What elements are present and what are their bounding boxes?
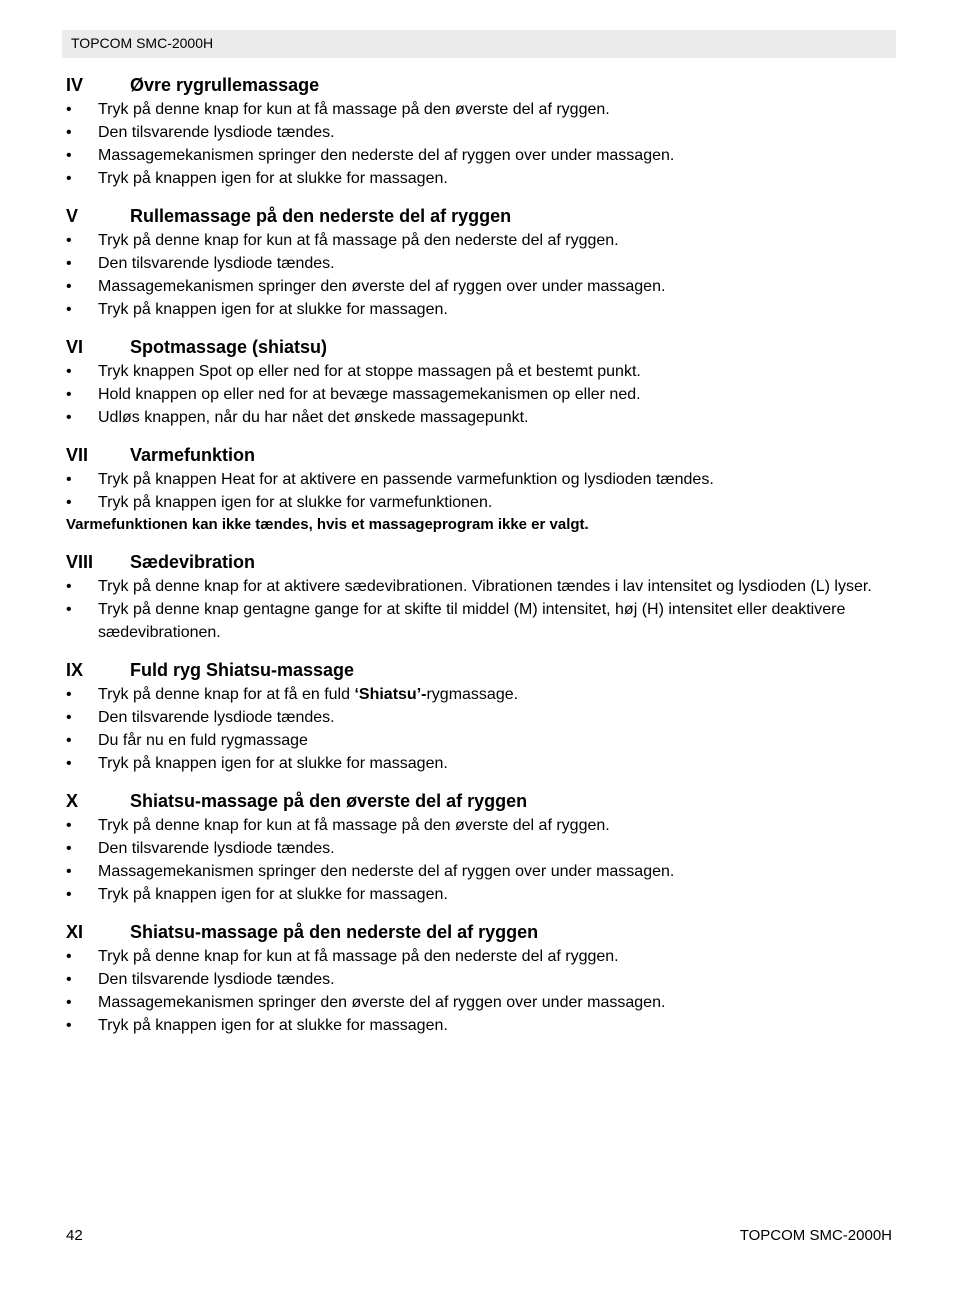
bullet-icon: • <box>66 709 72 726</box>
list-item <box>66 683 896 706</box>
list-item-text: Den tilsvarende lysdiode tændes. <box>98 840 335 857</box>
header-title: TOPCOM SMC-2000H <box>71 35 214 51</box>
list-item-text: Hold knappen op eller ned for at bevæge massagemekanismen op eller ned. <box>98 386 641 403</box>
bullet-icon: • <box>66 147 72 164</box>
list-item-text: Tryk knappen Spot op eller ned for at stoppe massagen på et bestemt punkt. <box>98 363 641 380</box>
list-item <box>66 814 896 837</box>
bullet-list <box>66 945 896 1037</box>
list-item-text: Massagemekanismen springer den øverste del af ryggen over under massagen. <box>98 994 666 1011</box>
list-item-text: Den tilsvarende lysdiode tændes. <box>98 709 335 726</box>
list-item <box>66 860 896 883</box>
section-x <box>66 790 896 906</box>
section-v <box>66 205 896 321</box>
section-title: Shiatsu-massage på den øverste del af ryggen <box>130 791 528 811</box>
section-heading <box>66 336 896 358</box>
list-item <box>66 883 896 906</box>
list-item <box>66 121 896 144</box>
section-xi <box>66 921 896 1037</box>
bullet-list <box>66 814 896 906</box>
section-number: VII <box>66 445 89 465</box>
bullet-list <box>66 360 896 429</box>
list-item-text: Tryk på denne knap for kun at få massage på den nederste del af ryggen. <box>98 948 619 965</box>
list-item-text: Tryk på denne knap gentagne gange for at skifte til middel (M) intensitet, høj (H) intensitet eller deaktivere sædevibrationen. <box>98 601 846 641</box>
list-item <box>66 491 896 514</box>
list-item-text: Tryk på knappen Heat for at aktivere en passende varmefunktion og lysdioden tændes. <box>98 471 714 488</box>
list-item <box>66 598 896 644</box>
list-item <box>66 837 896 860</box>
section-number: X <box>66 791 79 811</box>
section-title: Øvre rygrullemassage <box>130 75 320 95</box>
list-item <box>66 406 896 429</box>
list-item <box>66 144 896 167</box>
list-item-text: Tryk på denne knap for at få en fuld ‘Shiatsu’-rygmassage. <box>98 686 519 703</box>
bullet-list <box>66 575 896 644</box>
bullet-list <box>66 468 896 514</box>
bullet-list <box>66 98 896 190</box>
section-vii <box>66 444 896 536</box>
section-title: Spotmassage (shiatsu) <box>130 337 328 357</box>
list-item-text: Tryk på denne knap for at aktivere sædevibrationen. Vibrationen tændes i lav intensitet og lysdioden (L) lyser. <box>98 578 872 595</box>
section-heading <box>66 659 896 681</box>
section-viii <box>66 551 896 644</box>
list-item <box>66 167 896 190</box>
section-number: XI <box>66 922 84 942</box>
list-item-text: Tryk på knappen igen for at slukke for massagen. <box>98 170 448 187</box>
list-item-text: Tryk på denne knap for kun at få massage på den øverste del af ryggen. <box>98 101 610 118</box>
list-item <box>66 991 896 1014</box>
list-item-text: Tryk på knappen igen for at slukke for massagen. <box>98 1017 448 1034</box>
list-item-text: Tryk på knappen igen for at slukke for massagen. <box>98 886 448 903</box>
list-item <box>66 575 896 598</box>
bullet-icon: • <box>66 886 72 903</box>
section-heading <box>66 790 896 812</box>
page-number: 42 <box>66 1227 83 1244</box>
list-item <box>66 729 896 752</box>
bullet-icon: • <box>66 494 72 511</box>
section-number: VI <box>66 337 84 357</box>
list-item <box>66 468 896 491</box>
bullet-list <box>66 683 896 775</box>
list-item <box>66 968 896 991</box>
bullet-icon: • <box>66 124 72 141</box>
bullet-icon: • <box>66 948 72 965</box>
section-number: V <box>66 206 79 226</box>
bullet-icon: • <box>66 1017 72 1034</box>
bullet-icon: • <box>66 755 72 772</box>
section-vi <box>66 336 896 429</box>
section-heading <box>66 205 896 227</box>
list-item <box>66 752 896 775</box>
list-item <box>66 252 896 275</box>
list-item-text: Tryk på knappen igen for at slukke for massagen. <box>98 755 448 772</box>
list-item <box>66 275 896 298</box>
bullet-icon: • <box>66 363 72 380</box>
bullet-icon: • <box>66 386 72 403</box>
bullet-icon: • <box>66 232 72 249</box>
list-item-text: Tryk på denne knap for kun at få massage på den nederste del af ryggen. <box>98 232 619 249</box>
list-item-text: Massagemekanismen springer den nederste del af ryggen over under massagen. <box>98 863 675 880</box>
bullet-list <box>66 229 896 321</box>
section-note: Varmefunktionen kan ikke tændes, hvis et massageprogram ikke er valgt. <box>66 516 589 533</box>
bullet-icon: • <box>66 301 72 318</box>
bullet-icon: • <box>66 971 72 988</box>
list-item-text: Udløs knappen, når du har nået det ønskede massagepunkt. <box>98 409 529 426</box>
bullet-icon: • <box>66 601 72 618</box>
list-item <box>66 945 896 968</box>
section-number: VIII <box>66 552 94 572</box>
bullet-icon: • <box>66 409 72 426</box>
section-heading <box>66 921 896 943</box>
bullet-icon: • <box>66 578 72 595</box>
bullet-icon: • <box>66 101 72 118</box>
list-item-text: Tryk på knappen igen for at slukke for varmefunktionen. <box>98 494 493 511</box>
list-item <box>66 383 896 406</box>
section-heading <box>66 74 896 96</box>
section-title: Sædevibration <box>130 552 256 572</box>
bullet-icon: • <box>66 732 72 749</box>
bullet-icon: • <box>66 278 72 295</box>
list-item <box>66 360 896 383</box>
section-number: IV <box>66 75 84 95</box>
bullet-icon: • <box>66 686 72 703</box>
bullet-icon: • <box>66 840 72 857</box>
footer-model: TOPCOM SMC-2000H <box>739 1227 892 1244</box>
list-item <box>66 229 896 252</box>
section-title: Varmefunktion <box>130 445 256 465</box>
bullet-icon: • <box>66 863 72 880</box>
section-title: Rullemassage på den nederste del af ryggen <box>130 206 512 226</box>
list-item <box>66 298 896 321</box>
section-title: Fuld ryg Shiatsu-massage <box>130 660 355 680</box>
list-item-text: Tryk på denne knap for kun at få massage på den øverste del af ryggen. <box>98 817 610 834</box>
bullet-icon: • <box>66 817 72 834</box>
bullet-icon: • <box>66 255 72 272</box>
list-item-text: Massagemekanismen springer den nederste del af ryggen over under massagen. <box>98 147 675 164</box>
list-item-text: Den tilsvarende lysdiode tændes. <box>98 971 335 988</box>
section-title: Shiatsu-massage på den nederste del af ryggen <box>130 922 539 942</box>
section-heading <box>66 444 896 466</box>
bullet-icon: • <box>66 471 72 488</box>
emphasis: ‘Shiatsu’- <box>354 686 427 703</box>
list-item <box>66 706 896 729</box>
page-header <box>62 30 896 58</box>
list-item-text: Den tilsvarende lysdiode tændes. <box>98 255 335 272</box>
bullet-icon: • <box>66 994 72 1011</box>
list-item-text: Den tilsvarende lysdiode tændes. <box>98 124 335 141</box>
document-body <box>66 74 896 1052</box>
list-item-text: Tryk på knappen igen for at slukke for massagen. <box>98 301 448 318</box>
list-item <box>66 98 896 121</box>
bullet-icon: • <box>66 170 72 187</box>
list-item-text: Massagemekanismen springer den øverste del af ryggen over under massagen. <box>98 278 666 295</box>
list-item <box>66 1014 896 1037</box>
section-number: IX <box>66 660 84 680</box>
list-item-text: Du får nu en fuld rygmassage <box>98 732 308 749</box>
section-iv <box>66 74 896 190</box>
section-ix <box>66 659 896 775</box>
section-heading <box>66 551 896 573</box>
